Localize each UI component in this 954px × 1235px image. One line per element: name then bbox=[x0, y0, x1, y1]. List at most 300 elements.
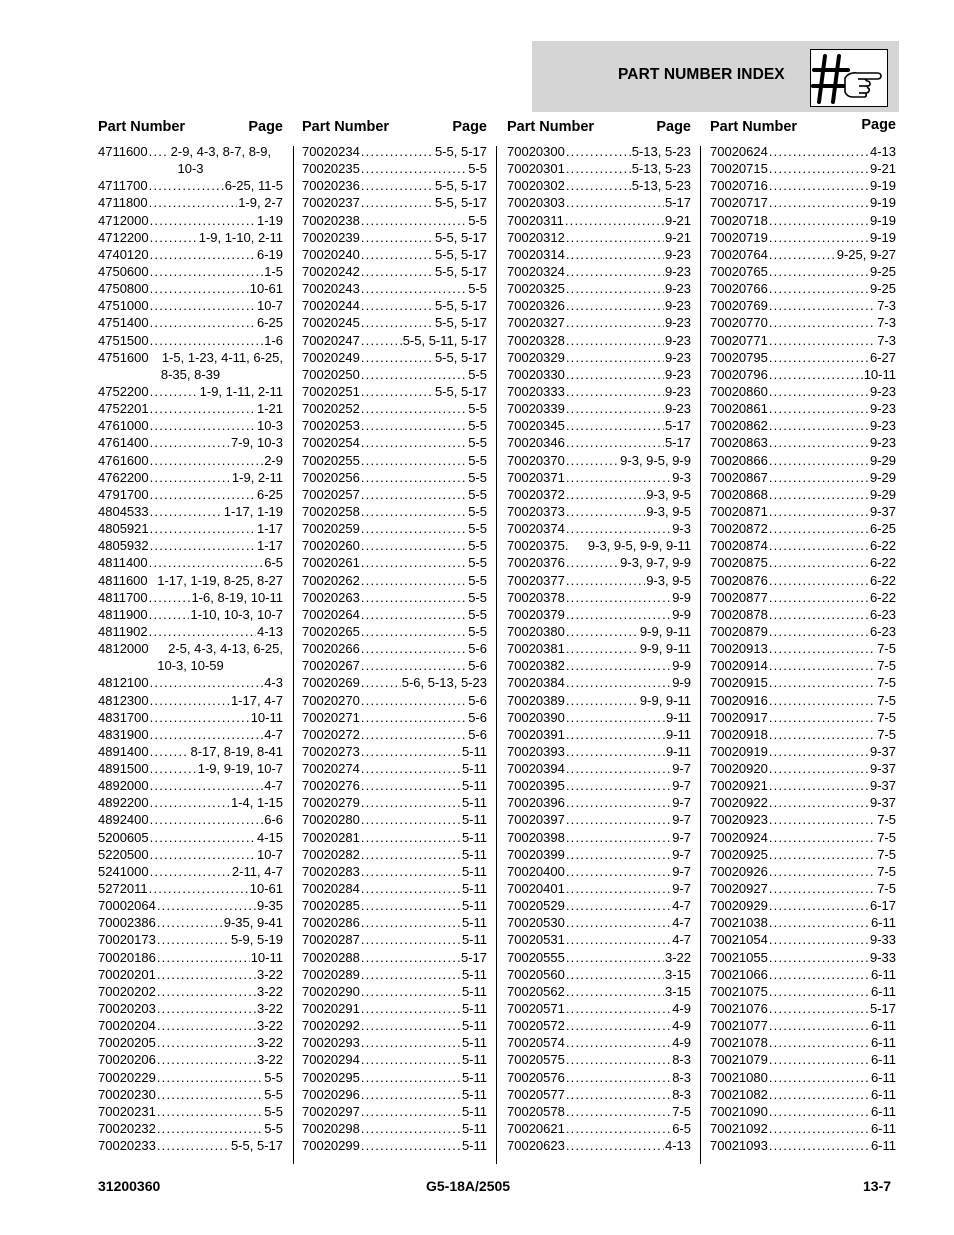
page-reference: 6-11 bbox=[870, 915, 896, 931]
index-entry bbox=[98, 383, 283, 400]
leader-dots bbox=[566, 966, 664, 983]
part-number: 70020243 bbox=[302, 281, 360, 297]
part-number: 70020623 bbox=[507, 1138, 565, 1154]
leader-dots bbox=[157, 1137, 230, 1154]
page-reference: 9-25 bbox=[869, 281, 896, 297]
part-number: 70020876 bbox=[710, 572, 768, 588]
leader-dots bbox=[361, 880, 461, 897]
part-number: 70020251 bbox=[302, 383, 360, 399]
page-reference: 6-19 bbox=[256, 246, 283, 262]
part-number: 5272011 bbox=[98, 881, 148, 897]
leader-dots bbox=[361, 846, 461, 863]
index-entry bbox=[98, 400, 283, 417]
page-reference: 5-5, 5-17 bbox=[434, 383, 487, 399]
index-entry bbox=[710, 743, 896, 760]
leader-dots bbox=[769, 880, 876, 897]
page-heading: Page bbox=[656, 119, 691, 135]
index-entry bbox=[98, 794, 283, 811]
page-reference: 5-5 bbox=[468, 572, 487, 588]
page-reference: 5-11 bbox=[461, 829, 487, 845]
part-number: 70020257 bbox=[302, 486, 360, 502]
index-entry bbox=[507, 657, 691, 674]
index-entry bbox=[710, 914, 896, 931]
index-entry bbox=[98, 280, 283, 297]
leader-dots bbox=[566, 469, 671, 486]
index-entry bbox=[302, 486, 487, 503]
page-reference: 5-5, 5-17 bbox=[434, 315, 487, 331]
leader-dots bbox=[769, 383, 869, 400]
page-reference: 9-9, 9-11 bbox=[639, 623, 691, 639]
leader-dots bbox=[150, 760, 197, 777]
part-number: 70020267 bbox=[302, 658, 360, 674]
part-number: 70020286 bbox=[302, 915, 360, 931]
page-reference: 7-5 bbox=[877, 829, 896, 845]
leader-dots bbox=[150, 246, 256, 263]
index-entry bbox=[98, 983, 283, 1000]
index-entry bbox=[710, 811, 896, 828]
index-entry bbox=[507, 452, 691, 469]
part-number: 70020242 bbox=[302, 263, 360, 279]
page-reference: 4-9 bbox=[672, 1035, 691, 1051]
part-number: 70020236 bbox=[302, 178, 360, 194]
index-entry bbox=[302, 417, 487, 434]
leader-dots bbox=[150, 503, 223, 520]
page-reference: 1-10, 10-3, 10-7 bbox=[190, 606, 283, 622]
page-reference: 3-22 bbox=[256, 1035, 283, 1051]
part-number: 70020346 bbox=[507, 435, 565, 451]
part-number: 70020250 bbox=[302, 366, 360, 382]
index-entry bbox=[507, 160, 691, 177]
leader-dots bbox=[361, 811, 461, 828]
leader-dots bbox=[361, 657, 467, 674]
part-number: 70020924 bbox=[710, 829, 768, 845]
part-number: 4891400 bbox=[98, 743, 149, 759]
leader-dots bbox=[769, 194, 869, 211]
leader-dots bbox=[361, 229, 434, 246]
index-entry bbox=[302, 863, 487, 880]
page-reference: 9-35 bbox=[256, 898, 283, 914]
part-number: 4811600 bbox=[98, 572, 148, 588]
index-entry bbox=[302, 280, 487, 297]
leader-dots bbox=[566, 743, 665, 760]
part-number: 70020393 bbox=[507, 743, 565, 759]
leader-dots bbox=[566, 709, 665, 726]
page-reference: 5-11 bbox=[461, 761, 487, 777]
page-reference: 5-5, 5-17 bbox=[434, 246, 487, 262]
page-reference: 5-13, 5-23 bbox=[631, 144, 691, 159]
leader-dots bbox=[157, 1034, 256, 1051]
index-entry bbox=[507, 246, 691, 263]
index-entry bbox=[98, 572, 283, 589]
part-number: 70020560 bbox=[507, 966, 565, 982]
part-number: 4752200 bbox=[98, 383, 149, 399]
page-reference: 9-7 bbox=[672, 881, 691, 897]
part-number: 70020389 bbox=[507, 692, 565, 708]
page-reference: 5-5 bbox=[468, 366, 487, 382]
part-number: 70020253 bbox=[302, 418, 360, 434]
part-number: 70020921 bbox=[710, 778, 768, 794]
page-reference: 5-5, 5-17 bbox=[434, 178, 487, 194]
part-number: 70020205 bbox=[98, 1035, 156, 1051]
index-entry bbox=[302, 743, 487, 760]
part-number: 70020915 bbox=[710, 675, 768, 691]
part-number: 4811700 bbox=[98, 589, 148, 605]
leader-dots bbox=[769, 794, 869, 811]
index-entry bbox=[98, 777, 283, 794]
part-number: 70020254 bbox=[302, 435, 360, 451]
index-entry bbox=[302, 897, 487, 914]
part-number: 70020266 bbox=[302, 641, 360, 657]
page-reference: 5-5 bbox=[468, 418, 487, 434]
index-entry bbox=[98, 177, 283, 194]
index-entry bbox=[98, 212, 283, 229]
index-entry bbox=[507, 692, 691, 709]
index-entry bbox=[507, 674, 691, 691]
leader-dots bbox=[566, 332, 664, 349]
page-reference: 5-11 bbox=[461, 1086, 487, 1102]
index-entry bbox=[507, 1051, 691, 1068]
part-number-heading: Part Number bbox=[302, 119, 390, 135]
leader-dots bbox=[361, 1086, 461, 1103]
index-entry bbox=[710, 880, 896, 897]
leader-dots bbox=[566, 229, 664, 246]
leader-dots bbox=[566, 931, 671, 948]
leader-dots bbox=[361, 1017, 461, 1034]
index-entry bbox=[507, 520, 691, 537]
index-entry bbox=[710, 931, 896, 948]
leader-dots bbox=[361, 692, 467, 709]
part-number: 4812000 bbox=[98, 641, 149, 657]
leader-dots bbox=[769, 434, 869, 451]
index-entry bbox=[507, 572, 691, 589]
leader-dots bbox=[769, 520, 869, 537]
index-entry bbox=[507, 1017, 691, 1034]
page-reference: 4-7 bbox=[264, 726, 283, 742]
page-reference: 6-11 bbox=[870, 1121, 896, 1137]
index-entry bbox=[302, 434, 487, 451]
page-reference: 9-23 bbox=[869, 435, 896, 451]
page-reference: 5-5 bbox=[264, 1103, 283, 1119]
leader-dots bbox=[361, 914, 461, 931]
leader-dots bbox=[769, 349, 869, 366]
part-number: 70020399 bbox=[507, 846, 565, 862]
page-reference: 6-11 bbox=[870, 1069, 896, 1085]
index-entry bbox=[507, 966, 691, 983]
page-reference: 5-11 bbox=[461, 881, 487, 897]
page-reference: 1-9, 2-11 bbox=[231, 469, 283, 485]
part-number: 70021075 bbox=[710, 983, 768, 999]
index-entry bbox=[710, 1120, 896, 1137]
leader-dots bbox=[566, 383, 664, 400]
leader-dots bbox=[769, 246, 836, 263]
page-reference: 10-61 bbox=[249, 881, 283, 897]
part-number: 70020256 bbox=[302, 469, 360, 485]
column-header bbox=[302, 119, 487, 139]
part-number: 70020400 bbox=[507, 863, 565, 879]
index-entry bbox=[710, 777, 896, 794]
page-reference: 6-22 bbox=[869, 589, 896, 605]
index-entry bbox=[710, 572, 896, 589]
page-reference: 5-5, 5-17 bbox=[230, 1138, 283, 1154]
part-number: 70020577 bbox=[507, 1086, 565, 1102]
page-reference: 9-37 bbox=[869, 743, 896, 759]
index-entry bbox=[302, 246, 487, 263]
index-entry bbox=[710, 983, 896, 1000]
page-reference-continued: 10-3, 10-59 bbox=[157, 658, 224, 674]
page-reference: 5-11 bbox=[461, 932, 487, 948]
leader-dots bbox=[566, 503, 645, 520]
leader-dots bbox=[769, 966, 870, 983]
page-reference: 9-19 bbox=[869, 212, 896, 228]
page-reference: 3-22 bbox=[256, 1052, 283, 1068]
index-entry bbox=[710, 966, 896, 983]
part-number: 70020247 bbox=[302, 332, 360, 348]
leader-dots bbox=[566, 1120, 671, 1137]
part-number: 70020300 bbox=[507, 144, 565, 159]
page-reference: 2-5, 4-3, 4-13, 6-25, bbox=[168, 641, 283, 657]
page-reference: 9-7 bbox=[672, 778, 691, 794]
leader-dots bbox=[566, 263, 664, 280]
leader-dots bbox=[769, 1051, 870, 1068]
part-number: 70020265 bbox=[302, 623, 360, 639]
leader-dots bbox=[566, 846, 671, 863]
index-entry bbox=[710, 486, 896, 503]
index-entry bbox=[302, 314, 487, 331]
leader-dots bbox=[566, 1000, 671, 1017]
index-column-3 bbox=[507, 119, 691, 1154]
page-title: PART NUMBER INDEX bbox=[618, 66, 785, 83]
part-number: 70021092 bbox=[710, 1121, 768, 1137]
page-reference: 1-5 bbox=[264, 263, 283, 279]
page-reference: 9-23 bbox=[869, 383, 896, 399]
page-reference: 9-3, 9-5 bbox=[646, 572, 691, 588]
part-number: 70020258 bbox=[302, 503, 360, 519]
index-entry bbox=[710, 246, 896, 263]
index-entry bbox=[98, 349, 283, 366]
part-number: 70020716 bbox=[710, 178, 768, 194]
leader-dots bbox=[361, 349, 434, 366]
page-reference: 4-13 bbox=[256, 623, 283, 639]
index-entry bbox=[507, 177, 691, 194]
part-number: 70020397 bbox=[507, 812, 565, 828]
part-number: 70020621 bbox=[507, 1121, 565, 1137]
leader-dots bbox=[149, 143, 167, 160]
index-entry bbox=[302, 846, 487, 863]
page-reference: 6-22 bbox=[869, 555, 896, 571]
page-reference: 5-5 bbox=[468, 452, 487, 468]
page-reference: 9-3, 9-5, 9-9, 9-11 bbox=[587, 538, 691, 554]
column-divider bbox=[496, 146, 497, 1164]
index-entry bbox=[507, 760, 691, 777]
index-entry bbox=[710, 212, 896, 229]
page-reference: 9-9, 9-11 bbox=[639, 641, 691, 657]
part-number: 70020287 bbox=[302, 932, 360, 948]
page-reference: 1-6 bbox=[264, 332, 283, 348]
leader-dots bbox=[150, 520, 256, 537]
part-number: 4761400 bbox=[98, 435, 149, 451]
leader-dots bbox=[769, 640, 876, 657]
part-number: 70020237 bbox=[302, 195, 360, 211]
leader-dots bbox=[157, 1051, 256, 1068]
index-entry bbox=[302, 589, 487, 606]
page-reference: 7-5 bbox=[877, 658, 896, 674]
page-reference: 5-5 bbox=[468, 486, 487, 502]
index-entry bbox=[507, 503, 691, 520]
part-number: 70021093 bbox=[710, 1138, 768, 1154]
part-number: 4805932 bbox=[98, 538, 149, 554]
leader-dots bbox=[566, 949, 664, 966]
part-number: 70020329 bbox=[507, 349, 565, 365]
document-number: 31200360 bbox=[98, 1178, 161, 1194]
leader-dots bbox=[361, 949, 460, 966]
page-reference: 9-29 bbox=[869, 469, 896, 485]
index-entry bbox=[710, 726, 896, 743]
leader-dots bbox=[566, 400, 664, 417]
page-reference: 5-5 bbox=[468, 538, 487, 554]
part-number: 70020255 bbox=[302, 452, 360, 468]
index-entry bbox=[507, 434, 691, 451]
page-reference: 9-23 bbox=[664, 366, 691, 382]
part-number: 4750800 bbox=[98, 281, 149, 297]
part-number: 70020262 bbox=[302, 572, 360, 588]
part-number: 70020379 bbox=[507, 606, 565, 622]
index-entry bbox=[302, 229, 487, 246]
part-number: 70020297 bbox=[302, 1103, 360, 1119]
page-reference: 1-4, 1-15 bbox=[230, 795, 283, 811]
leader-dots bbox=[150, 486, 256, 503]
leader-dots bbox=[361, 640, 467, 657]
page-reference: 1-9, 2-7 bbox=[238, 195, 283, 211]
index-entry bbox=[710, 349, 896, 366]
index-entry bbox=[710, 143, 896, 160]
index-entry bbox=[507, 1120, 691, 1137]
part-number: 70020234 bbox=[302, 144, 360, 159]
index-entry bbox=[507, 332, 691, 349]
part-number: 70020795 bbox=[710, 349, 768, 365]
part-number: 4762200 bbox=[98, 469, 149, 485]
page-reference: 6-6 bbox=[264, 812, 283, 828]
leader-dots bbox=[566, 674, 671, 691]
part-number: 4891500 bbox=[98, 761, 149, 777]
leader-dots bbox=[149, 880, 249, 897]
part-number: 4712000 bbox=[98, 212, 149, 228]
part-number: 70020302 bbox=[507, 178, 565, 194]
index-entry bbox=[507, 623, 691, 640]
page-reference: 4-9 bbox=[672, 1001, 691, 1017]
part-number: 70020378 bbox=[507, 589, 565, 605]
part-number: 70020878 bbox=[710, 606, 768, 622]
part-number: 4892000 bbox=[98, 778, 149, 794]
part-number: 70020917 bbox=[710, 709, 768, 725]
page-reference: 5-11 bbox=[461, 778, 487, 794]
page-reference: 6-11 bbox=[870, 966, 896, 982]
page-reference: 5-5 bbox=[468, 606, 487, 622]
leader-dots bbox=[566, 1051, 671, 1068]
page-reference: 4-13 bbox=[664, 1138, 691, 1154]
page-reference: 5-6 bbox=[468, 726, 487, 742]
part-number: 70020252 bbox=[302, 401, 360, 417]
part-number: 70020395 bbox=[507, 778, 565, 794]
leader-dots bbox=[769, 1086, 870, 1103]
page-reference: 9-23 bbox=[869, 401, 896, 417]
index-entry bbox=[98, 726, 283, 743]
page-reference: 5-11 bbox=[461, 983, 487, 999]
leader-dots bbox=[566, 640, 639, 657]
part-number: 70020280 bbox=[302, 812, 360, 828]
index-entry bbox=[710, 1051, 896, 1068]
page-reference: 6-11 bbox=[870, 983, 896, 999]
index-entry bbox=[302, 983, 487, 1000]
part-number: 70020918 bbox=[710, 726, 768, 742]
part-number: 70020555 bbox=[507, 949, 565, 965]
part-number: 4791700 bbox=[98, 486, 149, 502]
part-number: 70020717 bbox=[710, 195, 768, 211]
page-reference: 6-11 bbox=[870, 1035, 896, 1051]
leader-dots bbox=[769, 623, 869, 640]
leader-dots bbox=[157, 931, 230, 948]
index-entry bbox=[98, 537, 283, 554]
page-reference: 9-23 bbox=[664, 246, 691, 262]
leader-dots bbox=[566, 314, 664, 331]
index-entry bbox=[507, 366, 691, 383]
part-number: 70020926 bbox=[710, 863, 768, 879]
index-entry bbox=[98, 897, 283, 914]
part-number: 70020398 bbox=[507, 829, 565, 845]
index-entry bbox=[302, 572, 487, 589]
leader-dots bbox=[361, 709, 467, 726]
page-reference: 5-5, 5-17 bbox=[434, 298, 487, 314]
leader-dots bbox=[769, 469, 869, 486]
page-reference: 6-23 bbox=[869, 623, 896, 639]
index-entry bbox=[302, 1069, 487, 1086]
index-entry bbox=[302, 606, 487, 623]
index-entry bbox=[98, 674, 283, 691]
leader-dots bbox=[769, 332, 876, 349]
leader-dots bbox=[566, 1137, 664, 1154]
page-reference: 9-37 bbox=[869, 778, 896, 794]
part-number: 70020390 bbox=[507, 709, 565, 725]
part-number: 70020624 bbox=[710, 144, 768, 159]
index-rows bbox=[302, 143, 487, 1154]
index-entry bbox=[98, 829, 283, 846]
index-entry bbox=[710, 1137, 896, 1154]
index-entry bbox=[507, 640, 691, 657]
leader-dots bbox=[566, 829, 671, 846]
index-entry bbox=[302, 537, 487, 554]
page-reference: 9-9 bbox=[672, 658, 691, 674]
part-number: 70020249 bbox=[302, 349, 360, 365]
index-rows bbox=[98, 143, 283, 1154]
index-entry bbox=[302, 726, 487, 743]
index-entry bbox=[710, 589, 896, 606]
page-reference: 6-11 bbox=[870, 1138, 896, 1154]
page-reference: 10-11 bbox=[250, 949, 283, 965]
leader-dots bbox=[157, 1086, 263, 1103]
index-entry bbox=[302, 966, 487, 983]
part-number: 70021077 bbox=[710, 1018, 768, 1034]
page-reference: 5-11 bbox=[461, 1069, 487, 1085]
index-entry bbox=[507, 709, 691, 726]
page-reference: 5-17 bbox=[664, 195, 691, 211]
part-number: 70021066 bbox=[710, 966, 768, 982]
leader-dots bbox=[150, 452, 264, 469]
index-entry bbox=[98, 486, 283, 503]
index-entry bbox=[710, 1000, 896, 1017]
part-number: 70020284 bbox=[302, 881, 360, 897]
index-entry bbox=[507, 880, 691, 897]
part-number: 70020204 bbox=[98, 1018, 156, 1034]
index-entry bbox=[507, 486, 691, 503]
